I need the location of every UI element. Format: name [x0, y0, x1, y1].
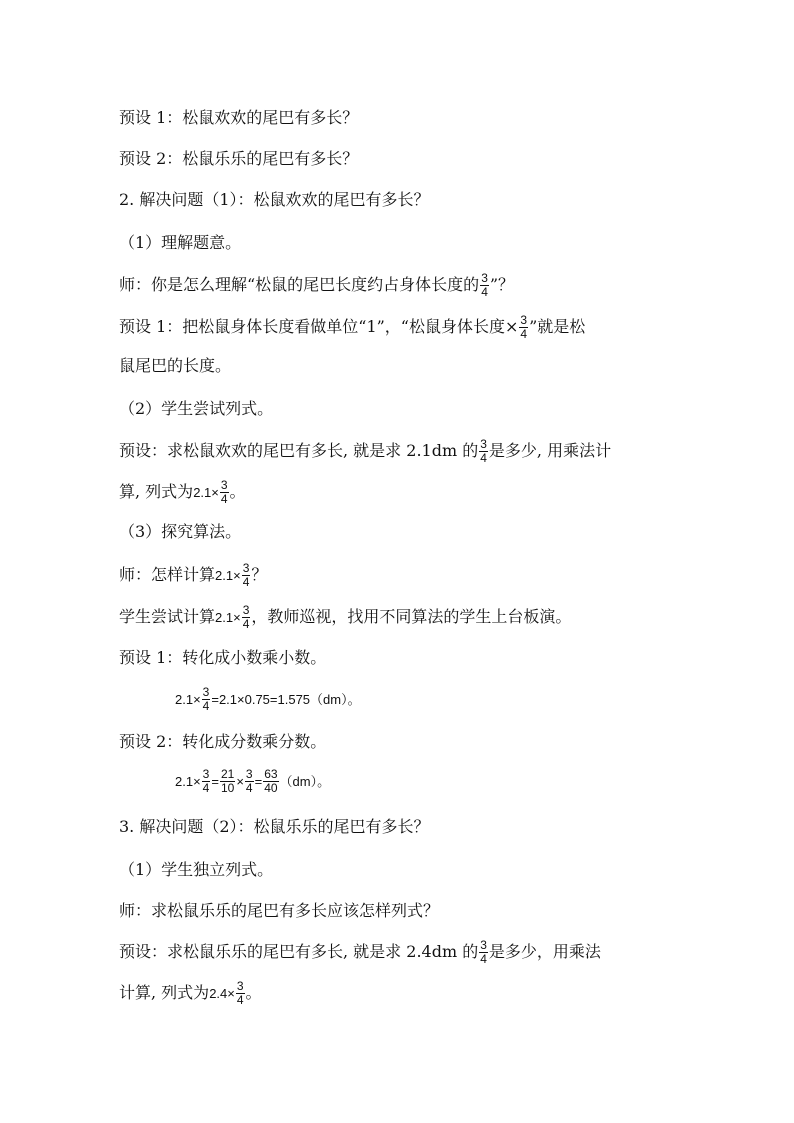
math-text: 2.1× — [175, 774, 201, 789]
math-text: 2.1× — [215, 610, 241, 625]
numerator: 3 — [202, 685, 210, 699]
numerator: 3 — [481, 271, 488, 285]
denominator: 4 — [242, 575, 250, 589]
math-text: 2.1× — [193, 485, 219, 500]
fraction-3-4 — [236, 980, 245, 1007]
numerator: 21 — [220, 767, 235, 781]
text: 预设：求松鼠欢欢的尾巴有多长, 就是求 2.1dm 的 — [119, 441, 479, 460]
teacher-question-2 — [119, 562, 267, 589]
preset-answer-2-cont — [119, 980, 262, 1007]
preset-2-method: 预设 2：转化成分数乘分数。 — [119, 732, 327, 751]
text: 。 — [229, 482, 246, 501]
fraction-3-4 — [245, 768, 254, 795]
math-text: （dm）。 — [279, 774, 331, 789]
fraction-3-4 — [242, 562, 251, 589]
fraction-3-4 — [480, 272, 489, 299]
denominator: 4 — [242, 617, 250, 631]
denominator: 10 — [220, 781, 235, 795]
text: 师：怎样计算 — [119, 565, 216, 584]
denominator: 4 — [481, 285, 488, 299]
denominator: 40 — [264, 781, 278, 795]
preset-1-answer — [119, 314, 585, 341]
text: ”就是松 — [529, 317, 586, 336]
denominator: 4 — [480, 952, 487, 966]
fraction-3-4 — [479, 939, 488, 966]
numerator: 3 — [520, 313, 528, 327]
preset-1-question: 预设 1：松鼠欢欢的尾巴有多长？ — [119, 108, 359, 127]
math-text: = — [211, 774, 219, 789]
text: 学生尝试计算 — [119, 607, 216, 626]
teacher-question-1 — [119, 272, 514, 299]
step-understand: （1）理解题意。 — [119, 233, 242, 252]
denominator: 4 — [480, 451, 487, 465]
numerator: 63 — [264, 767, 278, 781]
preset-answer-cont — [119, 479, 246, 506]
math-text: 2.4× — [209, 986, 235, 1001]
denominator: 4 — [220, 492, 228, 506]
numerator: 3 — [480, 938, 487, 952]
preset-1-method: 预设 1：转化成小数乘小数。 — [119, 648, 327, 667]
text: 。 — [245, 983, 262, 1002]
text: 师：你是怎么理解“松鼠的尾巴长度约占身体长度的 — [119, 275, 480, 294]
text: 预设：求松鼠乐乐的尾巴有多长, 就是求 2.4dm 的 — [119, 942, 479, 961]
denominator: 4 — [202, 699, 210, 713]
text: ？ — [251, 565, 268, 584]
equation-2 — [175, 768, 330, 795]
math-text: 2.1× — [215, 568, 241, 583]
numerator: 3 — [245, 767, 253, 781]
preset-answer-2 — [119, 939, 601, 966]
fraction-3-4 — [202, 768, 211, 795]
step-try: （2）学生尝试列式。 — [119, 399, 274, 418]
math-text: 2.1× — [175, 692, 201, 707]
numerator: 3 — [236, 979, 244, 993]
text: 是多少，用乘法 — [488, 942, 601, 961]
text: 计算, 列式为 — [119, 983, 210, 1002]
math-text: × — [236, 774, 244, 789]
denominator: 4 — [202, 781, 210, 795]
fraction-21-10 — [220, 768, 235, 795]
fraction-63-40 — [263, 768, 278, 795]
text: 算, 列式为 — [119, 482, 194, 501]
fraction-3-4 — [519, 314, 528, 341]
text: ，教师巡视，找用不同算法的学生上台板演。 — [251, 607, 572, 626]
teacher-question-3: 师：求松鼠乐乐的尾巴有多长应该怎样列式？ — [119, 901, 440, 920]
numerator: 3 — [242, 561, 250, 575]
step-explore: （3）探究算法。 — [119, 522, 242, 541]
preset-answer — [119, 438, 611, 465]
denominator: 4 — [520, 327, 528, 341]
text: ”？ — [489, 275, 515, 294]
fraction-3-4 — [479, 438, 488, 465]
student-calc — [119, 604, 571, 631]
denominator: 4 — [245, 781, 253, 795]
text: 是多少, 用乘法计 — [488, 441, 612, 460]
numerator: 3 — [242, 603, 250, 617]
denominator: 4 — [236, 993, 244, 1007]
section-3-heading: 3. 解决问题（2）：松鼠乐乐的尾巴有多长？ — [119, 817, 430, 836]
section-2-heading: 2. 解决问题（1）：松鼠欢欢的尾巴有多长？ — [119, 190, 430, 209]
preset-1-answer-cont: 鼠尾巴的长度。 — [119, 356, 232, 375]
fraction-3-4 — [242, 604, 251, 631]
numerator: 3 — [480, 437, 487, 451]
numerator: 3 — [202, 767, 210, 781]
fraction-3-4 — [220, 479, 229, 506]
equation-1 — [175, 686, 361, 713]
fraction-3-4 — [202, 686, 211, 713]
step-independent: （1）学生独立列式。 — [119, 860, 274, 879]
math-text: =2.1×0.75=1.575（dm）。 — [211, 692, 361, 707]
preset-2-question: 预设 2：松鼠乐乐的尾巴有多长？ — [119, 149, 359, 168]
math-text: = — [254, 774, 263, 789]
numerator: 3 — [220, 478, 228, 492]
text: 预设 1：把松鼠身体长度看做单位“1”，“松鼠身体长度× — [119, 317, 519, 336]
